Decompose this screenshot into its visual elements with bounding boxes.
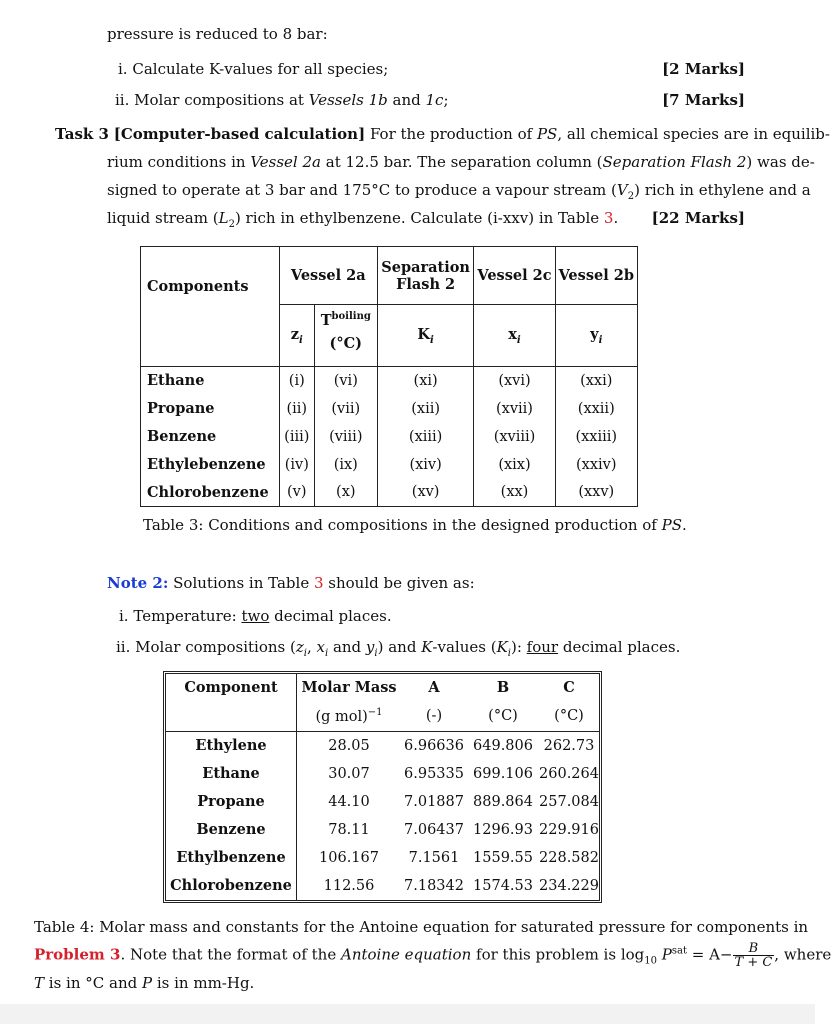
t4-caption-log-sub: 10 bbox=[644, 955, 657, 967]
t3-cell-y: (xxii) bbox=[577, 400, 615, 417]
note2-ii-k: K bbox=[421, 638, 433, 656]
t3-cell-t: (x) bbox=[314, 479, 377, 507]
t3-sub-k-sym: K bbox=[417, 325, 431, 343]
task3-l3b: ) rich in ethylene and a bbox=[634, 181, 811, 199]
note2-ii-x-i: i bbox=[324, 648, 329, 659]
task3-l1a: For the production of bbox=[365, 125, 537, 143]
t4-cell-b: 699.106 bbox=[473, 765, 533, 782]
t3-hdr-sep-l2: Flash 2 bbox=[396, 275, 456, 293]
t3-caption-text: Table 3: Conditions and compositions in the designed production of bbox=[143, 516, 662, 534]
note2-i-b: decimal places. bbox=[269, 607, 392, 625]
t4-cell-b: 1574.53 bbox=[473, 877, 533, 894]
t3-sub-z-i: i bbox=[298, 334, 303, 346]
t4-cell-b: 1559.55 bbox=[473, 849, 533, 866]
t3-cell-k: (xi) bbox=[377, 367, 474, 395]
t3-cell-y: (xxiii) bbox=[575, 428, 618, 445]
item-i-marks: [2 Marks] bbox=[662, 60, 745, 78]
task3-ps: PS bbox=[536, 125, 558, 143]
item-i bbox=[118, 60, 388, 78]
t3-cell-z: (iv) bbox=[279, 451, 314, 479]
t3-cell-k: (xv) bbox=[377, 479, 474, 507]
t4-hdr-component: Component bbox=[166, 674, 297, 701]
note-2 bbox=[107, 574, 475, 592]
t4-caption-l3a: is in °C and bbox=[44, 974, 142, 992]
t3-row-name: Chlorobenzene bbox=[141, 479, 280, 507]
t4-cell-mm: 28.05 bbox=[328, 737, 370, 754]
t4-hdr-molar-mass: Molar Mass bbox=[301, 679, 397, 696]
task3-l2a: rium conditions in bbox=[107, 153, 251, 171]
note2-ii-y: y bbox=[365, 638, 375, 656]
table-row bbox=[141, 451, 638, 479]
t4-unit-c: (°C) bbox=[539, 701, 599, 731]
t4-cell-c: 262.73 bbox=[543, 737, 595, 754]
t4-cell-mm: 30.07 bbox=[328, 765, 370, 782]
task3-l2c: ) was de- bbox=[746, 153, 815, 171]
t3-row-name: Propane bbox=[141, 395, 280, 423]
t4-caption-problem[interactable]: Problem 3 bbox=[34, 945, 121, 964]
table-row bbox=[166, 731, 599, 760]
item-ii-and: and bbox=[387, 91, 426, 109]
t4-hdr-b: B bbox=[496, 679, 510, 696]
note2-ii-b: ) and bbox=[377, 638, 422, 656]
t4-caption-antoine: Antoine equation bbox=[340, 945, 472, 964]
task3-line-3 bbox=[107, 181, 811, 202]
task3-v2-sub: 2 bbox=[627, 191, 635, 202]
page-bottom-strip bbox=[0, 1004, 815, 1024]
table-3-caption bbox=[143, 516, 687, 534]
antoine-frac-num: B bbox=[733, 942, 775, 956]
t4-caption-psat: sat bbox=[671, 945, 687, 957]
note2-ii-num: ii. bbox=[116, 638, 131, 656]
t3-hdr-separation bbox=[377, 247, 474, 305]
item-ii-marks: [7 Marks] bbox=[662, 91, 745, 109]
t3-sub-z bbox=[279, 305, 314, 367]
t3-sub-t-unit: (°C) bbox=[329, 335, 363, 353]
t3-cell-k: (xii) bbox=[377, 395, 474, 423]
t3-cell-k: (xiii) bbox=[377, 423, 474, 451]
t3-cell-x: (xvi) bbox=[474, 367, 555, 395]
t3-cell-t: (vi) bbox=[314, 367, 377, 395]
item-ii-vessel-1c: 1c bbox=[425, 91, 444, 109]
task3-l3a: signed to operate at 3 bar and 175°C to produce a vapour stream ( bbox=[107, 181, 617, 199]
t4-row-name: Ethylbenzene bbox=[166, 844, 297, 872]
note2-ii-four: four bbox=[526, 638, 559, 656]
item-ii-semicolon: ; bbox=[443, 91, 449, 109]
t4-unit-a: (-) bbox=[401, 701, 467, 731]
t3-cell-y: (xxi) bbox=[555, 367, 637, 395]
t4-caption-l2a: . Note that the format of the bbox=[120, 945, 341, 964]
t3-caption-dot: . bbox=[682, 516, 687, 534]
t4-cell-a: 7.06437 bbox=[404, 821, 464, 838]
note2-ii-d: ): bbox=[510, 638, 527, 656]
task3-line-4 bbox=[107, 209, 618, 230]
t3-cell-t: (ix) bbox=[314, 451, 377, 479]
t4-hdr-a: A bbox=[428, 679, 440, 696]
t3-sub-y-i: i bbox=[598, 334, 603, 346]
t4-row-name: Benzene bbox=[166, 816, 297, 844]
note2-ii-z: z bbox=[295, 638, 304, 656]
t3-sub-z-sym: z bbox=[290, 325, 299, 343]
task3-v2: V bbox=[616, 181, 628, 199]
t4-caption-line-1: Table 4: Molar mass and constants for the Antoine equation for saturated pressure for components in bbox=[34, 918, 809, 936]
note2-ii-ki-i: i bbox=[507, 648, 511, 659]
table-row bbox=[166, 788, 599, 816]
t3-cell-x: (xix) bbox=[474, 451, 555, 479]
task3-label: Task 3 bbox=[55, 125, 109, 143]
t4-cell-b: 1296.93 bbox=[473, 821, 533, 838]
t4-cell-mm: 78.11 bbox=[328, 821, 370, 838]
item-ii-text: Molar compositions at bbox=[134, 91, 309, 109]
antoine-fraction bbox=[733, 942, 775, 969]
task3-l4a: liquid stream ( bbox=[107, 209, 219, 227]
t3-cell-y: (xxiv) bbox=[576, 456, 617, 473]
note2-text-a: Solutions in Table bbox=[168, 574, 314, 592]
note2-ii-y-i: i bbox=[374, 648, 378, 659]
t3-sub-k bbox=[377, 305, 474, 367]
t3-cell-x: (xvii) bbox=[474, 395, 555, 423]
t4-hdr-c: C bbox=[563, 679, 575, 696]
task3-l4-dot: . bbox=[613, 209, 619, 227]
t3-cell-z: (i) bbox=[279, 367, 314, 395]
task3-l2b: at 12.5 bar. The separation column ( bbox=[321, 153, 603, 171]
t4-row-name: Chlorobenzene bbox=[166, 872, 297, 900]
task3-line-2 bbox=[107, 153, 815, 171]
t4-row-name: Propane bbox=[166, 788, 297, 816]
t3-cell-z: (v) bbox=[279, 479, 314, 507]
t3-sub-y bbox=[555, 305, 637, 367]
pressure-line: pressure is reduced to 8 bar: bbox=[107, 25, 328, 43]
t4-cell-c: 228.582 bbox=[539, 849, 599, 866]
t3-hdr-sep-l1: Separation bbox=[381, 258, 470, 276]
task3-l2-sub: 2 bbox=[228, 219, 235, 230]
note2-table-ref[interactable]: 3 bbox=[313, 574, 324, 592]
item-ii-vessel-1b: Vessels 1b bbox=[308, 91, 388, 109]
note2-i-a: Temperature: bbox=[133, 607, 242, 625]
t4-unit-b: (°C) bbox=[467, 701, 539, 731]
t3-hdr-vessel-2a: Vessel 2a bbox=[279, 247, 377, 305]
table-row bbox=[141, 395, 638, 423]
note2-text-b: should be given as: bbox=[323, 574, 475, 592]
t3-hdr-vessel-2c: Vessel 2c bbox=[474, 247, 555, 305]
table-row bbox=[166, 816, 599, 844]
t3-cell-z: (ii) bbox=[279, 395, 314, 423]
t4-caption-p2: P bbox=[142, 974, 153, 992]
t4-cell-a: 6.95335 bbox=[404, 765, 464, 782]
t4-row-name: Ethane bbox=[166, 760, 297, 788]
note2-ii-x: x bbox=[316, 638, 325, 656]
task3-l4b: ) rich in ethylbenzene. Calculate (i-xxv) in Table bbox=[234, 209, 604, 227]
t4-cell-c: 234.229 bbox=[539, 877, 599, 894]
task3-table-ref[interactable]: 3 bbox=[603, 209, 614, 227]
note2-ii-e: decimal places. bbox=[558, 638, 681, 656]
table-row bbox=[166, 760, 599, 788]
t4-cell-mm: 44.10 bbox=[328, 793, 370, 810]
item-i-text: Calculate K-values for all species; bbox=[132, 60, 389, 78]
table-row bbox=[141, 479, 638, 507]
t4-caption-t: T bbox=[34, 974, 45, 992]
t3-sub-t-sup: boiling bbox=[331, 310, 371, 322]
t3-cell-z: (iii) bbox=[279, 423, 314, 451]
table-row bbox=[141, 423, 638, 451]
table-row bbox=[166, 872, 599, 900]
task3-l2-stream: L bbox=[218, 209, 229, 227]
antoine-frac-den: T + C bbox=[734, 955, 773, 970]
t4-cell-mm: 112.56 bbox=[323, 877, 375, 894]
t4-cell-a: 7.01887 bbox=[404, 793, 464, 810]
t3-sub-t-sym: T bbox=[320, 311, 332, 329]
t3-sub-x-sym: x bbox=[508, 325, 517, 343]
note2-ii-and: and bbox=[328, 638, 366, 656]
t3-cell-y: (xxv) bbox=[578, 484, 615, 501]
t3-caption-ps: PS bbox=[661, 516, 683, 534]
t4-unit-mm-sup: −1 bbox=[367, 706, 383, 718]
task3-sep-flash: Separation Flash 2 bbox=[602, 153, 747, 171]
t3-sub-tboiling bbox=[314, 305, 377, 367]
t4-caption-l3b: is in mm-Hg. bbox=[152, 974, 255, 992]
t4-caption-p: P bbox=[657, 945, 672, 964]
t4-cell-mm: 106.167 bbox=[319, 849, 379, 866]
table-4 bbox=[163, 671, 602, 903]
t3-cell-x: (xviii) bbox=[474, 423, 555, 451]
task3-bracket: [Computer-based calculation] bbox=[113, 125, 366, 143]
note2-label: Note 2: bbox=[107, 574, 169, 592]
task3-vessel-2a: Vessel 2a bbox=[250, 153, 321, 171]
t4-cell-a: 6.96636 bbox=[404, 737, 464, 754]
task3-line-1 bbox=[55, 125, 830, 143]
t4-caption-line-2 bbox=[34, 942, 831, 969]
note2-ii-z-i: i bbox=[303, 648, 307, 659]
t4-unit-mm bbox=[297, 701, 402, 731]
t3-sub-x bbox=[474, 305, 555, 367]
t4-cell-a: 7.18342 bbox=[404, 877, 464, 894]
note2-ii-a: Molar compositions ( bbox=[135, 638, 296, 656]
table-row bbox=[166, 844, 599, 872]
t4-cell-a: 7.1561 bbox=[408, 849, 460, 866]
task3-marks: [22 Marks] bbox=[651, 209, 745, 227]
item-ii bbox=[115, 91, 449, 109]
t4-unit-mm-text: (g mol) bbox=[315, 708, 368, 725]
t3-row-name: Benzene bbox=[141, 423, 280, 451]
table-row bbox=[141, 367, 638, 395]
item-ii-number: ii. bbox=[115, 91, 130, 109]
t4-row-name: Ethylene bbox=[166, 731, 297, 760]
t3-hdr-components: Components bbox=[141, 247, 280, 305]
t4-cell-c: 260.264 bbox=[539, 765, 599, 782]
t4-caption-l2b: for this problem is log bbox=[471, 945, 645, 964]
t3-cell-k: (xiv) bbox=[377, 451, 474, 479]
t3-hdr-vessel-2b: Vessel 2b bbox=[558, 267, 634, 284]
t3-sub-k-i: i bbox=[430, 334, 434, 346]
note2-ii-ki: K bbox=[496, 638, 508, 656]
note2-ii-c: -values ( bbox=[432, 638, 497, 656]
t4-cell-c: 229.916 bbox=[539, 821, 599, 838]
t3-cell-t: (vii) bbox=[314, 395, 377, 423]
t4-caption-l2d: , where bbox=[774, 945, 831, 964]
t4-cell-b: 649.806 bbox=[473, 737, 533, 754]
t3-sub-y-sym: y bbox=[590, 325, 599, 343]
t3-row-name: Ethane bbox=[141, 367, 280, 395]
t4-caption-l2c: = A− bbox=[687, 945, 733, 964]
table-3 bbox=[140, 246, 638, 507]
note2-ii-comma: , bbox=[306, 638, 317, 656]
t4-unit-empty bbox=[166, 701, 297, 731]
note2-item-i bbox=[119, 607, 392, 625]
task3-l1b: , all chemical species are in equilib- bbox=[557, 125, 830, 143]
note2-i-two: two bbox=[241, 607, 270, 625]
t3-cell-t: (viii) bbox=[314, 423, 377, 451]
t3-sub-x-i: i bbox=[516, 334, 521, 346]
t3-row-name: Ethylebenzene bbox=[141, 451, 280, 479]
t3-sub-empty bbox=[141, 305, 280, 367]
item-i-number: i. bbox=[118, 60, 128, 78]
t4-caption-line-3 bbox=[34, 974, 254, 992]
note2-i-num: i. bbox=[119, 607, 129, 625]
t3-cell-x: (xx) bbox=[474, 479, 555, 507]
t4-cell-c: 257.084 bbox=[539, 793, 599, 810]
t4-cell-b: 889.864 bbox=[473, 793, 533, 810]
note2-item-ii bbox=[116, 638, 680, 659]
